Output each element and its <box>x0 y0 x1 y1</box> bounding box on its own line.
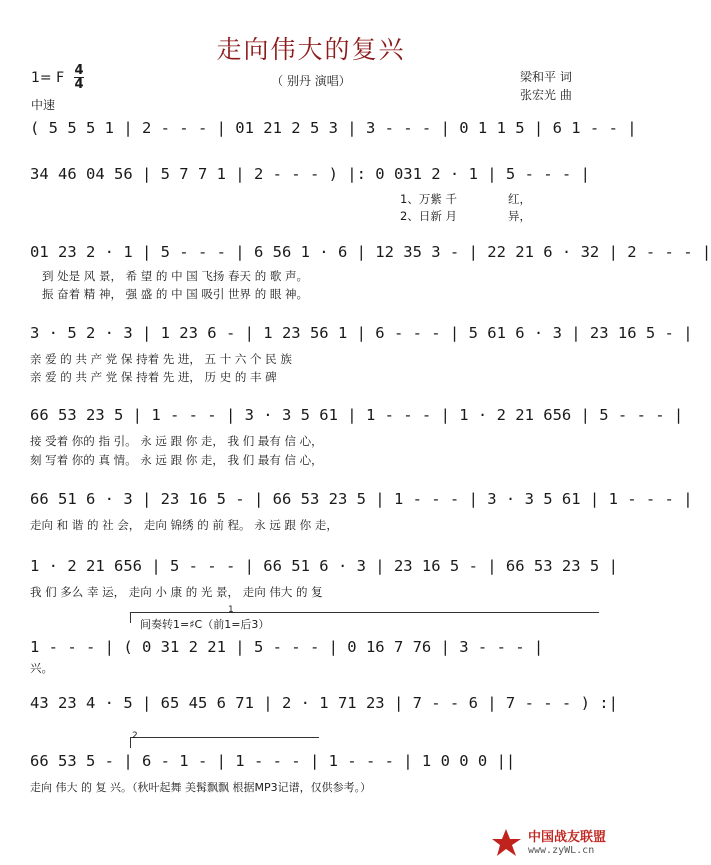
logo-name: 中国战友联盟 <box>528 830 607 845</box>
second-ending-number: 2 <box>132 731 138 741</box>
star-icon <box>492 829 521 856</box>
tempo-marking: 中速 <box>31 98 56 112</box>
lyrics-line: 兴。 <box>30 661 53 675</box>
staff-line-5: 66 53 23 5 | 1 - - - | 3 · 3 5 61 | 1 - - - | 1 · 2 21 656 | 5 - - - | <box>30 406 684 424</box>
lyrics-line: 走向 和 谐 的 社 会， 走向 锦绣 的 前 程。 永 远 跟 你 走， <box>30 518 338 532</box>
lyrics-line: 我 们 多么 幸 运， 走向 小 康 的 光 景， 走向 伟大 的 复 <box>30 585 323 599</box>
staff-line-8: 1 - - - | ( 0 31 2 21 | 5 - - - | 0 16 7 76 | 3 - - - | <box>30 638 544 656</box>
composer-credit: 张宏光 曲 <box>520 88 572 102</box>
time-numerator: 4 <box>74 63 84 78</box>
performer-credit: （ 别丹 演唱） <box>271 74 351 88</box>
staff-line-1: ( 5 5 5 1 | 2 - - - | 01 21 2 5 3 | 3 - - - | 0 1 1 5 | 6 1 - - | <box>30 119 637 137</box>
verse-marker: 2、日新 月 <box>400 209 457 223</box>
first-ending-number: 1 <box>228 605 234 615</box>
lyrics-line: 亲 爱 的 共 产 党 保 持着 先 进， 历 史 的 丰 碑 <box>30 370 277 384</box>
lyrics-line: 接 受着 你的 指 引。 永 远 跟 你 走， 我 们 最有 信 心， <box>30 434 323 448</box>
key-signature: 1= F <box>31 70 65 86</box>
lyricist-credit: 梁和平 词 <box>520 70 572 84</box>
verse-marker: 1、万紫 千 <box>400 192 457 206</box>
song-title: 走向伟大的复兴 <box>216 35 406 64</box>
second-ending-bracket <box>130 737 319 748</box>
lyrics-line: 走向 伟大 的 复 兴。（秋叶起舞 美髯飘飘 根据MP3记谱，仅供参考。） <box>30 781 372 794</box>
staff-line-4: 3 · 5 2 · 3 | 1 23 6 - | 1 23 56 1 | 6 - - - | 5 61 6 · 3 | 23 16 5 - | <box>30 324 693 342</box>
staff-line-7: 1 · 2 21 656 | 5 - - - | 66 51 6 · 3 | 23 16 5 - | 66 53 23 5 | <box>30 557 618 575</box>
lyrics-line: 刻 写着 你的 真 情。 永 远 跟 你 走， 我 们 最有 信 心， <box>30 453 323 467</box>
staff-line-2: 34 46 04 56 | 5 7 7 1 | 2 - - - ) |: 0 031 2 · 1 | 5 - - - | <box>30 165 590 183</box>
lyrics-line: 亲 爱 的 共 产 党 保 持着 先 进， 五 十 六 个 民 族 <box>30 352 292 366</box>
time-signature <box>74 64 84 91</box>
time-denominator: 4 <box>74 77 84 92</box>
lyrics-line: 到 处是 风 景， 希 望 的 中 国 飞扬 春天 的 歌 声。 <box>42 269 309 283</box>
modulation-note: 间奏转1=♯C（前1=后3） <box>140 618 270 631</box>
logo-url: www.zyWL.cn <box>528 845 595 856</box>
staff-line-10: 66 53 5 - | 6 - 1 - | 1 - - - | 1 - - - | 1 0 0 0 || <box>30 752 516 770</box>
staff-line-3: 01 23 2 · 1 | 5 - - - | 6 56 1 · 6 | 12 35 3 - | 22 21 6 · 32 | 2 - - - | <box>30 243 711 261</box>
lyrics-line: 振 奋着 精 神， 强 盛 的 中 国 吸引 世界 的 眼 神。 <box>42 287 309 301</box>
verse-marker: 异， <box>508 209 531 223</box>
staff-line-6: 66 51 6 · 3 | 23 16 5 - | 66 53 23 5 | 1 - - - | 3 · 3 5 61 | 1 - - - | <box>30 490 693 508</box>
staff-line-9: 43 23 4 · 5 | 65 45 6 71 | 2 · 1 71 23 | 7 - - 6 | 7 - - - ) :| <box>30 694 618 712</box>
verse-marker: 红， <box>508 192 531 206</box>
